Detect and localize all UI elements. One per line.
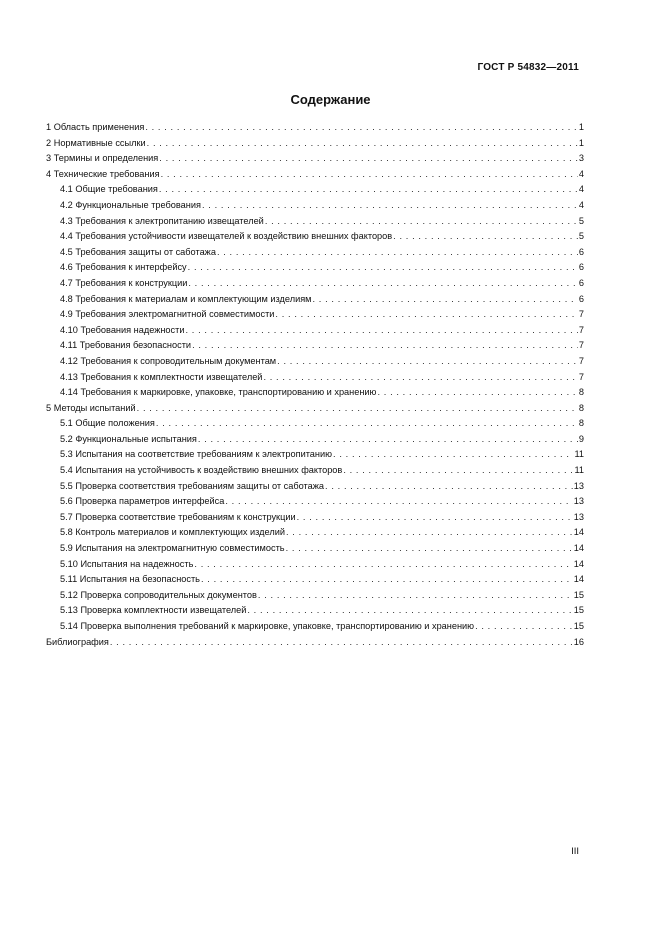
page-number: III	[571, 846, 579, 857]
toc-entry-page: 13	[573, 480, 584, 491]
toc-entry-number: 4.4	[60, 231, 73, 242]
toc-entry-number: 5.8	[60, 527, 73, 538]
toc-dot-leader	[286, 541, 573, 557]
toc-entry	[46, 447, 584, 463]
toc-entry-number: 5.4	[60, 465, 73, 476]
toc-entry-title	[60, 416, 155, 432]
toc-entry-number: 2	[46, 137, 52, 148]
toc-entry-number: 5.13	[60, 605, 78, 616]
toc-entry-label: Требования к электропитанию извещателей	[75, 215, 264, 226]
toc-entry-label: Требования к интерфейсу	[75, 262, 187, 273]
toc-entry-page: 4	[578, 199, 584, 210]
toc-dot-leader	[475, 619, 573, 635]
toc-entry	[46, 401, 584, 417]
toc-entry	[46, 307, 584, 323]
toc-entry-title	[60, 245, 216, 261]
toc-entry-number: 4.5	[60, 246, 73, 257]
toc-entry	[46, 510, 584, 526]
toc-entry	[46, 323, 584, 339]
toc-entry-page: 11	[574, 465, 584, 476]
toc-dot-leader	[325, 479, 573, 495]
toc-entry-title	[60, 260, 187, 276]
document-standard-id: ГОСТ Р 54832—2011	[477, 62, 579, 73]
toc-entry-title	[46, 167, 160, 183]
toc-dot-leader	[188, 260, 578, 276]
toc-entry-number: 5.7	[60, 511, 73, 522]
toc-entry-number: 5.6	[60, 496, 73, 507]
toc-dot-leader	[313, 292, 578, 308]
toc-entry-title	[60, 307, 274, 323]
toc-entry-page: 6	[578, 246, 584, 257]
toc-entry-page: 8	[578, 387, 584, 398]
toc-entry-number: 4.3	[60, 215, 73, 226]
toc-entry-title	[60, 541, 285, 557]
toc-dot-leader	[343, 463, 573, 479]
toc-entry-label: Проверка выполнения требований к маркировке, упаковке, транспортированию и хранению	[80, 621, 475, 631]
toc-entry-title	[60, 370, 262, 386]
toc-dot-leader	[201, 572, 573, 588]
toc-entry	[46, 525, 584, 541]
toc-entry	[46, 479, 584, 495]
toc-dot-leader	[333, 447, 573, 463]
toc-entry	[46, 463, 584, 479]
toc-entry-page: 7	[578, 355, 584, 366]
toc-dot-leader	[156, 416, 578, 432]
toc-entry	[46, 214, 584, 230]
toc-entry-label: Испытания на устойчивость к воздействию внешних факторов	[75, 465, 343, 476]
toc-entry-title	[46, 120, 144, 136]
toc-dot-leader	[192, 338, 578, 354]
toc-entry-label: Проверка соответствие требованиям к конструкции	[75, 511, 296, 522]
toc-entry-title	[60, 557, 193, 573]
toc-entry-title	[60, 354, 276, 370]
table-of-contents	[46, 120, 584, 650]
toc-entry-label: Общие положения	[75, 418, 155, 429]
toc-entry	[46, 260, 584, 276]
toc-entry-title	[60, 494, 224, 510]
toc-entry-label: Испытания на безопасность	[79, 574, 200, 585]
toc-entry	[46, 198, 584, 214]
toc-entry-page: 6	[578, 262, 584, 273]
toc-entry-page: 5	[578, 215, 584, 226]
toc-entry-title	[46, 635, 109, 651]
toc-entry	[46, 229, 584, 245]
toc-entry-label: Методы испытаний	[53, 402, 136, 413]
toc-entry-page: 13	[573, 511, 584, 522]
toc-entry-number: 5.9	[60, 543, 73, 554]
toc-entry-title	[60, 385, 376, 401]
toc-entry-label: Требования к сопроводительным документам	[80, 355, 277, 366]
toc-entry	[46, 619, 584, 635]
toc-entry-page: 15	[573, 589, 584, 600]
toc-entry	[46, 276, 584, 292]
toc-entry-page: 7	[578, 309, 584, 320]
toc-entry-number: 5.2	[60, 433, 73, 444]
toc-entry-page: 6	[578, 293, 584, 304]
toc-entry	[46, 385, 584, 401]
toc-entry	[46, 370, 584, 386]
toc-entry-number: 3	[46, 153, 52, 164]
toc-entry-number: 5.12	[60, 589, 78, 600]
toc-entry-label: Нормативные ссылки	[53, 137, 146, 148]
toc-entry-number: 4.2	[60, 199, 73, 210]
toc-dot-leader	[377, 385, 577, 401]
toc-entry-label: Требования надежности	[80, 324, 185, 335]
toc-dot-leader	[159, 151, 578, 167]
toc-entry-page: 13	[573, 496, 584, 507]
toc-entry-label: Проверка параметров интерфейса	[75, 496, 225, 507]
toc-entry-label: Испытания на соответствие требованиям к электропитанию	[75, 449, 333, 460]
toc-entry-page: 9	[578, 433, 584, 444]
toc-entry-page: 14	[573, 558, 584, 569]
toc-entry-page: 4	[578, 184, 584, 195]
toc-dot-leader	[265, 214, 578, 230]
toc-dot-leader	[159, 182, 578, 198]
toc-entry-title	[60, 214, 264, 230]
toc-entry-number: 5.14	[60, 621, 78, 631]
toc-dot-leader	[286, 525, 573, 541]
toc-entry	[46, 151, 584, 167]
toc-entry-page: 15	[573, 621, 584, 631]
toc-entry-page: 14	[573, 527, 584, 538]
toc-entry-label: Проверка комплектности извещателей	[80, 605, 247, 616]
toc-entry-label: Испытания на электромагнитную совместимость	[75, 543, 285, 554]
toc-entry-title	[46, 401, 136, 417]
toc-entry-title	[60, 432, 197, 448]
toc-entry-title	[60, 463, 342, 479]
toc-entry	[46, 292, 584, 308]
toc-entry-title	[60, 479, 324, 495]
toc-dot-leader	[188, 276, 578, 292]
toc-entry-page: 4	[578, 168, 584, 179]
toc-dot-leader	[110, 635, 573, 651]
toc-entry-number: 4.11	[60, 340, 78, 351]
toc-entry-title	[60, 198, 201, 214]
toc-dot-leader	[275, 307, 577, 323]
toc-entry	[46, 182, 584, 198]
toc-entry-number: 4.10	[60, 324, 78, 335]
toc-entry-number: 4.9	[60, 309, 73, 320]
toc-entry	[46, 432, 584, 448]
toc-entry	[46, 136, 584, 152]
toc-entry-page: 7	[578, 324, 584, 335]
toc-entry-title	[60, 572, 200, 588]
toc-dot-leader	[225, 494, 572, 510]
toc-entry	[46, 572, 584, 588]
toc-entry-label: Испытания на надежность	[80, 558, 194, 569]
toc-entry-label: Технические требования	[53, 168, 160, 179]
toc-entry	[46, 167, 584, 183]
toc-entry-label: Проверка сопроводительных документов	[80, 589, 257, 600]
toc-entry	[46, 120, 584, 136]
toc-dot-leader	[194, 557, 572, 573]
toc-entry-number: 4	[46, 168, 52, 179]
toc-entry-label: Требования защиты от саботажа	[75, 246, 216, 257]
toc-entry	[46, 541, 584, 557]
toc-entry-title	[60, 588, 257, 604]
toc-entry-page: 14	[573, 543, 584, 554]
toc-dot-leader	[161, 167, 578, 183]
toc-entry-label: Требования к маркировке, упаковке, транспортированию и хранению	[80, 387, 377, 398]
toc-entry	[46, 338, 584, 354]
toc-entry-page: 11	[574, 449, 584, 460]
toc-dot-leader	[217, 245, 578, 261]
toc-entry	[46, 588, 584, 604]
toc-entry-label: Требования безопасности	[79, 340, 192, 351]
toc-entry-page: 1	[578, 137, 584, 148]
toc-entry-number: 5.11	[60, 574, 78, 585]
toc-entry-number: 4.6	[60, 262, 73, 273]
toc-entry-page: 14	[573, 574, 584, 585]
toc-entry	[46, 557, 584, 573]
toc-entry-number: 4.13	[60, 371, 78, 382]
toc-entry-page: 8	[578, 402, 584, 413]
toc-entry-number: 4.14	[60, 387, 78, 398]
toc-entry	[46, 354, 584, 370]
toc-entry-number: 5.10	[60, 558, 78, 569]
toc-entry-number: 5.3	[60, 449, 73, 460]
toc-entry	[46, 494, 584, 510]
toc-entry-title	[60, 229, 392, 245]
toc-entry-number: 4.7	[60, 277, 73, 288]
toc-dot-leader	[198, 432, 578, 448]
toc-entry-title	[46, 136, 146, 152]
toc-entry	[46, 245, 584, 261]
toc-entry-number: 5.1	[60, 418, 73, 429]
toc-entry-page: 3	[578, 153, 584, 164]
toc-entry-page: 7	[578, 371, 584, 382]
toc-entry-number: 4.8	[60, 293, 73, 304]
toc-entry-label: Общие требования	[75, 184, 158, 195]
toc-entry-title	[60, 338, 191, 354]
toc-entry	[46, 603, 584, 619]
toc-entry-label: Проверка соответствия требованиям защиты от саботажа	[75, 480, 325, 491]
toc-entry-title	[60, 619, 474, 635]
toc-entry-label: Требования электромагнитной совместимости	[75, 309, 275, 320]
toc-entry-label: Функциональные испытания	[75, 433, 197, 444]
toc-entry-label: Требования к конструкции	[75, 277, 188, 288]
toc-dot-leader	[263, 370, 577, 386]
toc-entry-number: 5	[46, 402, 52, 413]
toc-entry-page: 1	[578, 122, 584, 132]
toc-entry-page: 8	[578, 418, 584, 429]
toc-entry-page: 15	[573, 605, 584, 616]
toc-entry-label: Контроль материалов и комплектующих изделий	[75, 527, 285, 538]
toc-entry-title	[60, 447, 332, 463]
toc-entry-page: 7	[578, 340, 584, 351]
toc-entry-title	[60, 603, 246, 619]
toc-dot-leader	[185, 323, 577, 339]
toc-entry-label: Термины и определения	[53, 153, 159, 164]
toc-entry-label: Функциональные требования	[75, 199, 201, 210]
toc-dot-leader	[202, 198, 578, 214]
toc-entry-title	[60, 276, 187, 292]
toc-entry-title	[60, 525, 285, 541]
toc-entry-page: 6	[578, 277, 584, 288]
toc-dot-leader	[297, 510, 573, 526]
toc-entry-number: 4.1	[60, 184, 73, 195]
toc-entry-label: Область применения	[53, 122, 145, 132]
toc-entry	[46, 416, 584, 432]
toc-entry-title	[60, 182, 158, 198]
toc-entry-title	[60, 292, 312, 308]
toc-entry-title	[60, 323, 184, 339]
toc-dot-leader	[145, 120, 578, 136]
toc-dot-leader	[258, 588, 573, 604]
toc-dot-leader	[393, 229, 578, 245]
toc-dot-leader	[137, 401, 578, 417]
toc-dot-leader	[247, 603, 572, 619]
toc-dot-leader	[277, 354, 578, 370]
toc-entry-label: Требования к комплектности извещателей	[80, 371, 263, 382]
toc-entry-number: 5.5	[60, 480, 73, 491]
toc-dot-leader	[147, 136, 578, 152]
toc-entry-title	[46, 151, 158, 167]
toc-entry-page: 16	[573, 636, 584, 647]
toc-entry-label: Требования к материалам и комплектующим изделиям	[75, 293, 312, 304]
toc-entry-title	[60, 510, 296, 526]
toc-entry-page: 5	[578, 231, 584, 242]
toc-entry-number: 4.12	[60, 355, 78, 366]
toc-entry-number: 1	[46, 122, 52, 132]
toc-entry	[46, 635, 584, 651]
toc-entry-label: Библиография	[46, 636, 109, 647]
toc-entry-label: Требования устойчивости извещателей к воздействию внешних факторов	[75, 231, 393, 242]
page-title: Содержание	[290, 92, 371, 107]
